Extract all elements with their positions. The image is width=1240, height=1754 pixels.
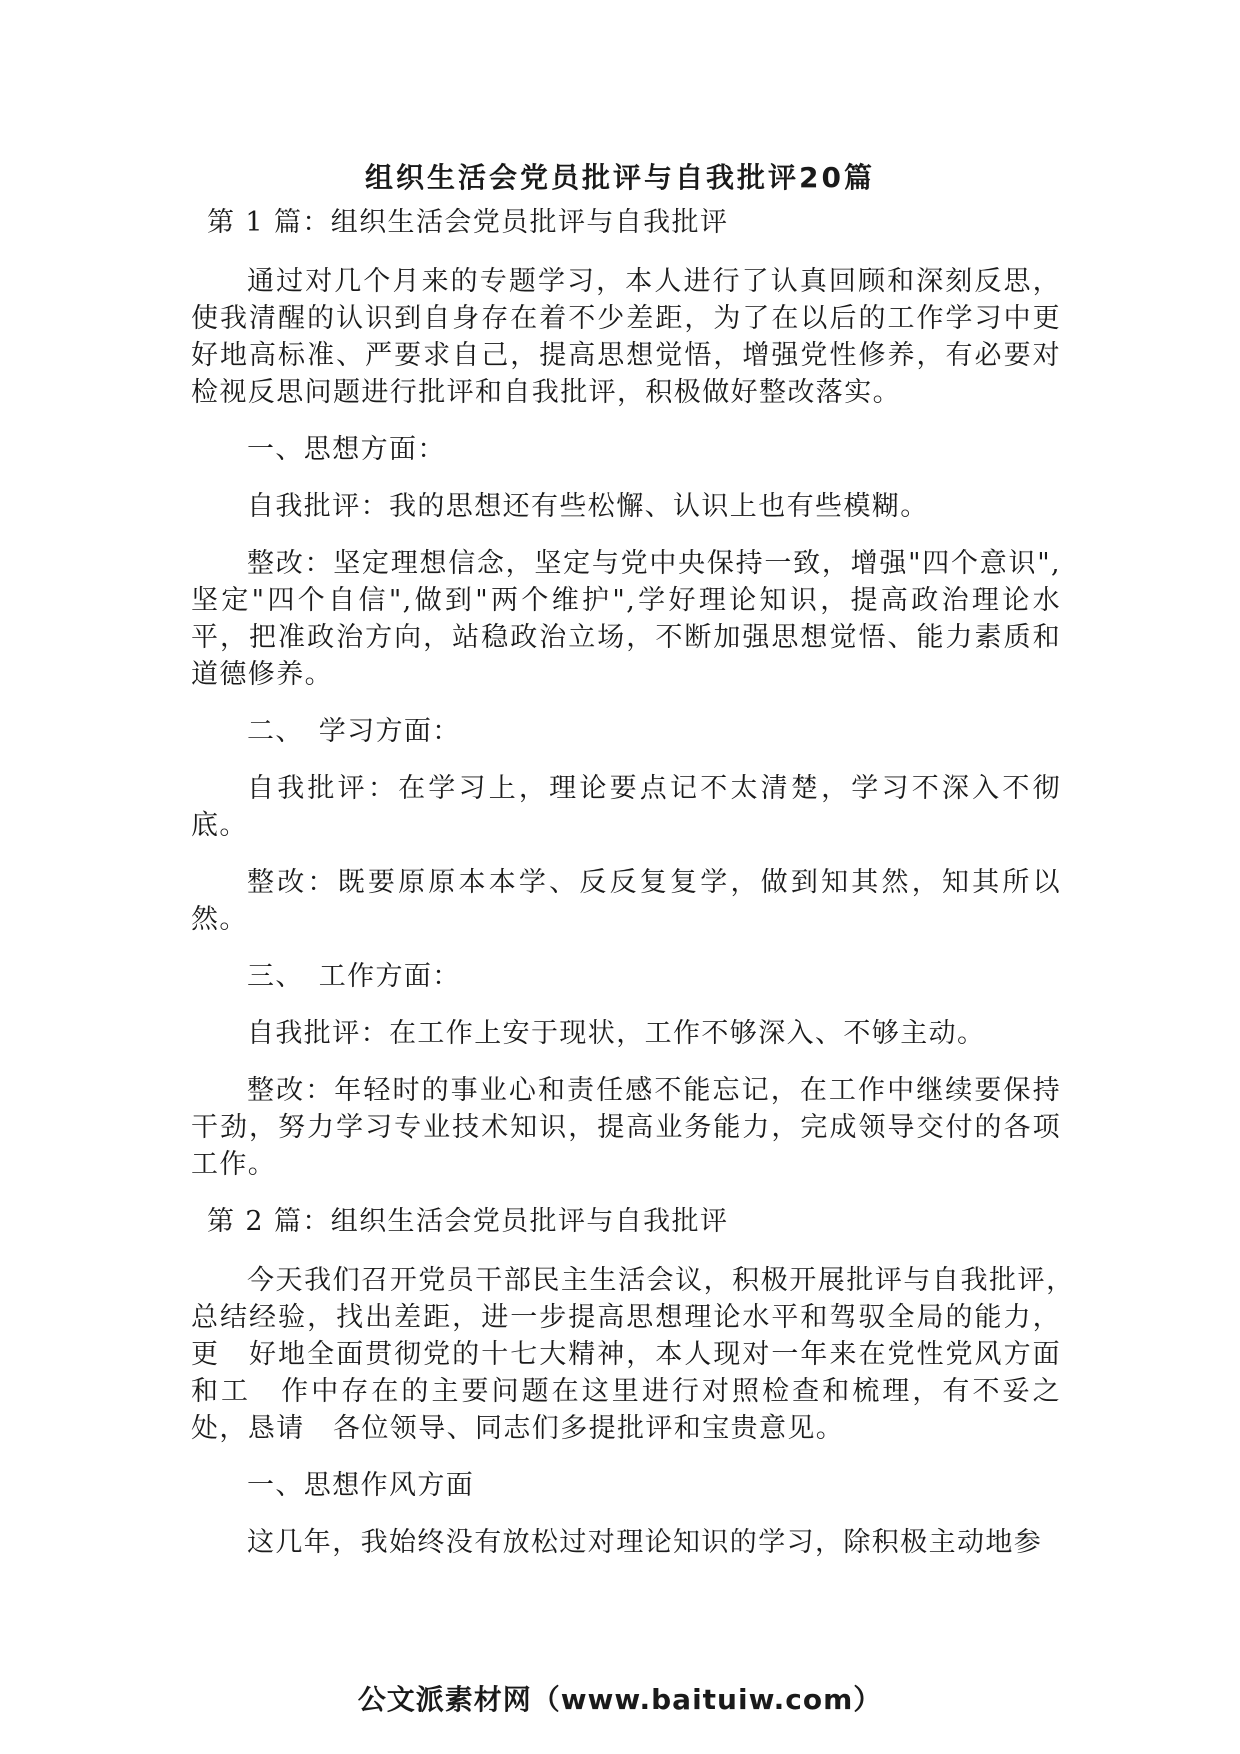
footer-watermark: 公文派素材网（www.baituiw.com） [357,1683,883,1716]
paragraph: 自我批评：在学习上，理论要点记不太清楚，学习不深入不彻底。 [191,773,1061,841]
paragraph: 通过对几个月来的专题学习，本人进行了认真回顾和深刻反思，使我清醒的认识到自身存在着不少差距，为了在以后的工作学习中更好地高标准、严要求自己，提高思想觉悟，增强党性修养，有必要对检视反思问题进行批评和自我批评，积极做好整改落实。 [191,266,1061,408]
paragraph: 这几年，我始终没有放松过对理论知识的学习，除积极主动地参 [247,1527,1043,1558]
paragraph: 三、 工作方面： [247,961,461,992]
article-heading: 第 2 篇：组织生活会党员批评与自我批评 [207,1206,729,1237]
paragraph: 今天我们召开党员干部民主生活会议，积极开展批评与自我批评， 总结经验，找出差距，进一步提高思想理论水平和驾驭全局的能力，更 好地全面贯彻党的十七大精神，本人现对一年来在党性党风方面和工 作中存在的主要问题在这里进行对照检查和梳理，有不妥之处，恳请 各位领导、同志们多提批评和宝贵意见。 [191,1265,1090,1444]
paragraph: 二、 学习方面： [247,716,461,747]
paragraph: 一、思想作风方面 [247,1470,475,1501]
paragraph: 自我批评：在工作上安于现状，工作不够深入、不够主动。 [247,1018,986,1049]
paragraph: 整改：年轻时的事业心和责任感不能忘记，在工作中继续要保持干劲，努力学习专业技术知识，提高业务能力，完成领导交付的各项工作。 [191,1075,1061,1180]
paragraph: 自我批评：我的思想还有些松懈、认识上也有些模糊。 [247,491,929,522]
paragraph: 一、思想方面： [247,434,446,465]
paragraph: 整改：坚定理想信念，坚定与党中央保持一致，增强"四个意识",坚定"四个自信",做到"两个维护",学好理论知识，提高政治理论水平，把准政治方向，站稳政治立场，不断加强思想觉悟、能力素质和道德修养。 [191,548,1061,690]
document-body [191,204,1090,1581]
paragraph: 整改：既要原原本本学、反反复复学，做到知其然，知其所以然。 [191,867,1061,935]
document-title: 组织生活会党员批评与自我批评20篇 [365,161,875,194]
article-heading: 第 1 篇：组织生活会党员批评与自我批评 [207,207,729,238]
